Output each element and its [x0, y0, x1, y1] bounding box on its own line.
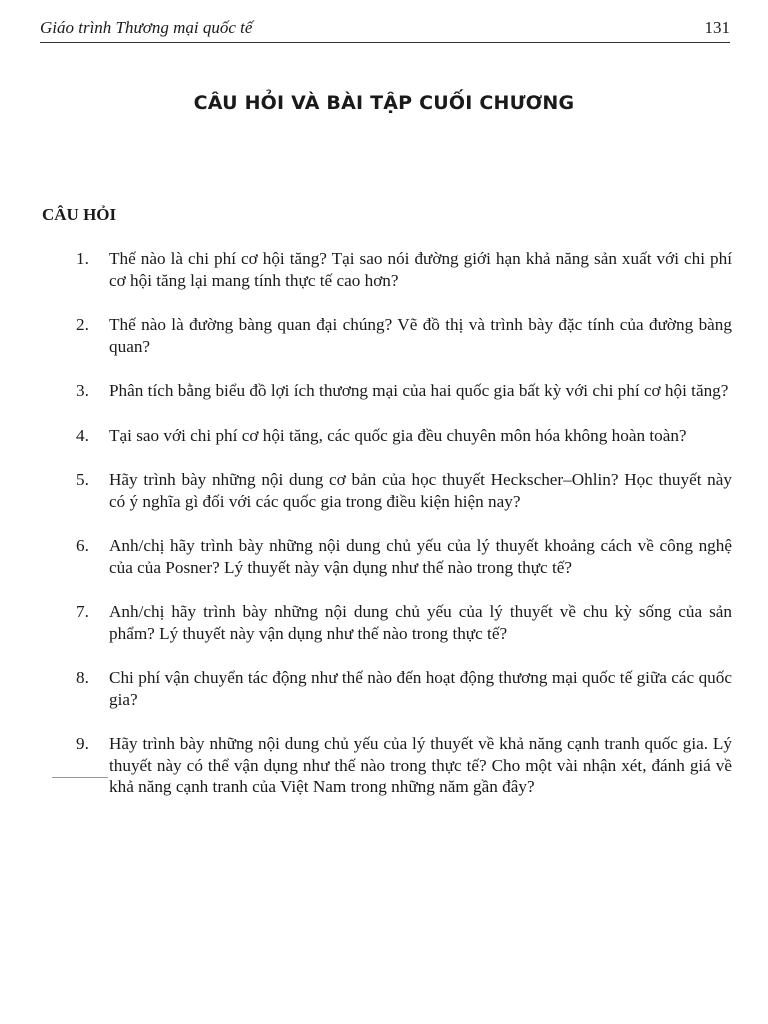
question-item	[76, 380, 732, 402]
margin-mark	[52, 777, 108, 778]
question-number: 9.	[76, 734, 89, 753]
question-number: 4.	[76, 425, 89, 445]
page-header	[40, 18, 730, 43]
question-item	[76, 535, 732, 578]
question-number: 7.	[76, 602, 89, 621]
question-text: Hãy trình bày những nội dung chủ yếu của lý thuyết về khả năng cạnh tranh quốc gia. Lý thuyết này có thể vận dụng như thế nào trong thực tế? Cho một vài nhận xét, đánh giá về khả năng cạnh tranh của Việt Nam trong những năm gần đây?	[109, 734, 732, 796]
chapter-title: CÂU HỎI VÀ BÀI TẬP CUỐI CHƯƠNG	[193, 92, 575, 114]
question-item	[76, 733, 732, 798]
question-item	[76, 667, 732, 710]
question-text: Chi phí vận chuyển tác động như thế nào đến hoạt động thương mại quốc tế giữa các quốc gia?	[109, 668, 732, 709]
question-text: Thế nào là chi phí cơ hội tăng? Tại sao nói đường giới hạn khả năng sản xuất với chi phí cơ hội tăng lại mang tính thực tế cao hơn?	[109, 249, 732, 290]
question-item	[76, 248, 732, 291]
section-heading: CÂU HỎI	[42, 205, 117, 224]
question-text: Tại sao với chi phí cơ hội tăng, các quốc gia đều chuyên môn hóa không hoàn toàn?	[109, 425, 687, 445]
question-text: Anh/chị hãy trình bày những nội dung chủ yếu của lý thuyết khoảng cách về công nghệ của của Posner? Lý thuyết này vận dụng như thế nào trong thực tế?	[109, 536, 732, 577]
question-number: 5.	[76, 470, 89, 489]
question-text: Hãy trình bày những nội dung cơ bản của học thuyết Heckscher–Ohlin? Học thuyết này có ý nghĩa gì đối với các quốc gia trong điều kiện hiện nay?	[109, 470, 732, 511]
page-number: 131	[704, 18, 730, 37]
question-number: 3.	[76, 381, 89, 400]
question-item	[76, 469, 732, 512]
question-number: 1.	[76, 249, 89, 268]
question-item	[76, 425, 732, 447]
question-text: Anh/chị hãy trình bày những nội dung chủ yếu của lý thuyết về chu kỳ sống của sản phẩm? Lý thuyết này vận dụng như thế nào trong thực tế?	[109, 602, 732, 643]
question-number: 2.	[76, 315, 89, 334]
question-number: 6.	[76, 536, 89, 555]
book-title: Giáo trình Thương mại quốc tế	[40, 18, 253, 37]
question-list	[76, 248, 732, 821]
question-item	[76, 314, 732, 357]
question-number: 8.	[76, 668, 89, 687]
question-text: Thế nào là đường bàng quan đại chúng? Vẽ đồ thị và trình bày đặc tính của đường bàng quan?	[109, 315, 732, 356]
question-item	[76, 601, 732, 644]
question-text: Phân tích bằng biểu đồ lợi ích thương mại của hai quốc gia bất kỳ với chi phí cơ hội tăng?	[109, 381, 729, 400]
